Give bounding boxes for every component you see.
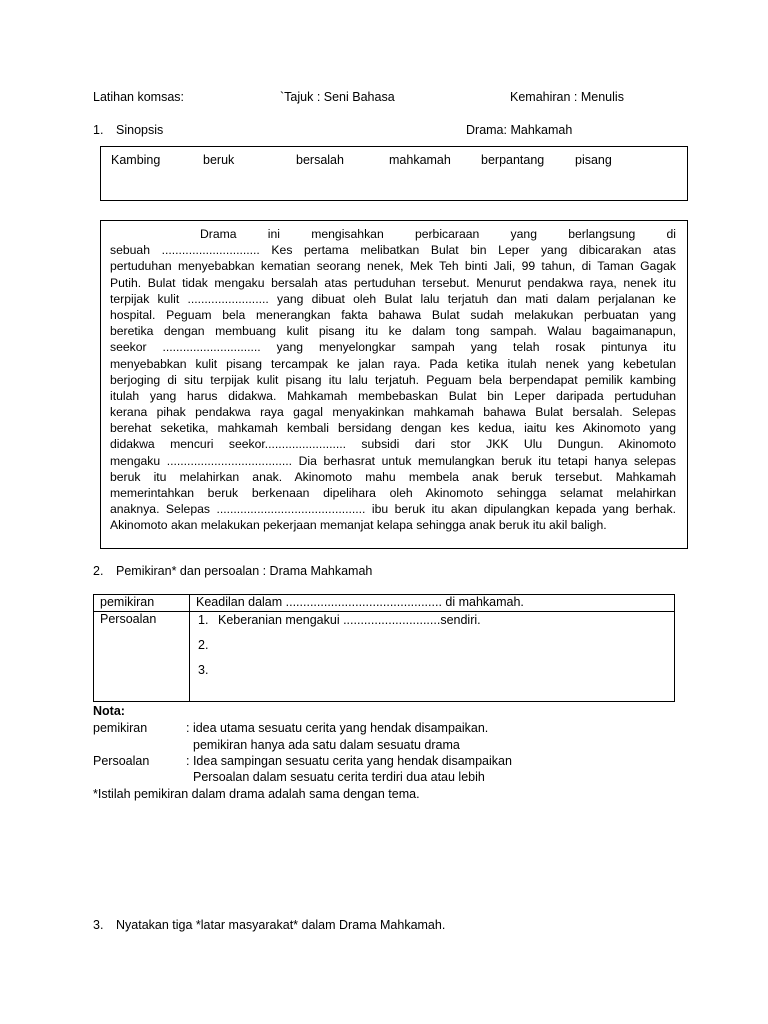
list-item[interactable] <box>198 662 668 687</box>
word-bank-item: berpantang <box>481 153 545 167</box>
section-3-title: Nyatakan tiga *latar masyarakat* dalam Drama Mahkamah. <box>116 918 446 932</box>
persoalan-answers[interactable] <box>190 612 675 702</box>
pemikiran-answer[interactable]: Keadilan dalam ............................................. di mahkamah. <box>190 595 675 612</box>
synopsis-line: memerintahkan beruk berkenaan dipelihara oleh Akinomoto sehingga selamat melahirkan <box>110 486 676 500</box>
synopsis-line: Drama ini mengisahkan perbicaraan yang berlangsung di <box>200 227 676 241</box>
synopsis-line: Putih. Bulat tidak mengaku bersalah atas pertuduhan tersebut. Menurut pendakwa raya, nenek itu <box>110 275 676 290</box>
synopsis-line: anaknya. Selepas ............................................ ibu beruk itu akan dipulangkan kepada yang berhak. <box>110 502 676 517</box>
nota-footnote: *Istilah pemikiran dalam drama adalah sama dengan tema. <box>93 787 420 801</box>
section-2-title: Pemikiran* dan persoalan : Drama Mahkamah <box>116 564 373 578</box>
synopsis-line: didakwa mencuri seekor........................ subsidi dari stor JKK Ulu Dungun. Akinomoto <box>110 437 676 452</box>
section-1-number: 1. <box>93 123 104 137</box>
drama-title: Drama: Mahkamah <box>466 123 573 137</box>
list-item[interactable] <box>198 637 668 662</box>
synopsis-line: menyebabkan kulit pisang tercampak ke jalan raya. Pada ketika itulah nenek yang kebetulan <box>110 356 676 371</box>
nota-pemikiran-def: pemikiran hanya ada satu dalam sesuatu drama <box>193 738 460 752</box>
section-1-title: Sinopsis <box>116 123 164 137</box>
persoalan-label: Persoalan <box>94 612 190 702</box>
synopsis-line: berehat seketika, mahkamah kembali bersidang dengan kes kedua, iaitu kes Akinomoto yang <box>110 421 676 436</box>
word-bank-item: beruk <box>203 153 235 167</box>
synopsis-paragraph <box>110 226 676 534</box>
synopsis-line: beruk itu melahirkan anak. Akinomoto mahu membela anak beruk tersebut. Mahkamah <box>110 469 676 484</box>
word-bank-box <box>100 146 688 201</box>
word-bank <box>111 153 635 167</box>
section-2-number: 2. <box>93 564 104 578</box>
word-bank-item: Kambing <box>111 153 161 167</box>
nota-heading: Nota: <box>93 704 125 718</box>
synopsis-line: seekor ............................. yang menyelongkar sampah yang telah rosak pintunya itu <box>110 340 676 355</box>
synopsis-line: mengaku ..................................... Dia berhasrat untuk memulangkan beruk itu tetapi hanya selepas <box>110 453 676 468</box>
item-text: Keberanian mengakui ............................sendiri. <box>218 613 481 627</box>
word-bank-item: mahkamah <box>389 153 451 167</box>
synopsis-line: berjoging di situ terpijak kulit pisang itu lalu terjatuh. Peguam bela berpendapat pemilik kambing <box>110 372 676 387</box>
synopsis-line: kerana pihak pendakwa raya gagal menyakinkan mahkamah bahawa Bulat bersalah. Selepas <box>110 405 676 420</box>
table-row <box>94 595 675 612</box>
synopsis-line: terpijak kulit ........................ yang dibuat oleh Bulat lalu terjatuh dan mati dalam perjalanan ke <box>110 291 676 306</box>
nota-pemikiran-def: : idea utama sesuatu cerita yang hendak disampaikan. <box>186 721 489 735</box>
word-bank-item: pisang <box>575 153 612 167</box>
word-bank-item: bersalah <box>296 153 344 167</box>
item-number: 3. <box>198 663 209 677</box>
item-number: 1. <box>198 613 209 627</box>
synopsis-box <box>100 220 688 549</box>
section-3-number: 3. <box>93 918 104 932</box>
nota-pemikiran-label: pemikiran <box>93 721 148 735</box>
pemikiran-table <box>93 594 675 702</box>
topic-label: `Tajuk : Seni Bahasa <box>280 90 395 104</box>
synopsis-line: Akinomoto akan melakukan pekerjaan memanjat kelapa sehingga anak beruk itu akil baligh. <box>110 518 607 533</box>
synopsis-line: pertuduhan menyebabkan kematian seorang nenek, Mek Teh binti Jali, 99 tahun, di Taman Gagak <box>110 259 676 274</box>
worksheet-label: Latihan komsas: <box>93 90 185 104</box>
nota-persoalan-def: : Idea sampingan sesuatu cerita yang hendak disampaikan <box>186 754 512 768</box>
item-number: 2. <box>198 638 209 652</box>
list-item[interactable] <box>198 612 668 637</box>
pemikiran-label: pemikiran <box>94 595 190 612</box>
synopsis-line: beretika dengan membuang kulit pisang itu ke dalam tong sampah. Walau bagaimanapun, <box>110 324 676 339</box>
nota-persoalan-label: Persoalan <box>93 754 150 768</box>
skill-label: Kemahiran : Menulis <box>510 90 624 104</box>
nota-persoalan-def: Persoalan dalam sesuatu cerita terdiri dua atau lebih <box>193 770 485 784</box>
table-row <box>94 612 675 702</box>
synopsis-line: hospital. Peguam bela menerangkan fakta bahawa Bulat sudah melakukan perbuatan yang <box>110 307 676 322</box>
synopsis-line: sebuah ............................. Kes pertama melibatkan Bulat bin Leper yang dibicarakan atas <box>110 243 676 258</box>
synopsis-line: itulah yang harus didakwa. Mahkamah membebaskan Bulat bin Leper daripada pertuduhan <box>110 388 676 403</box>
